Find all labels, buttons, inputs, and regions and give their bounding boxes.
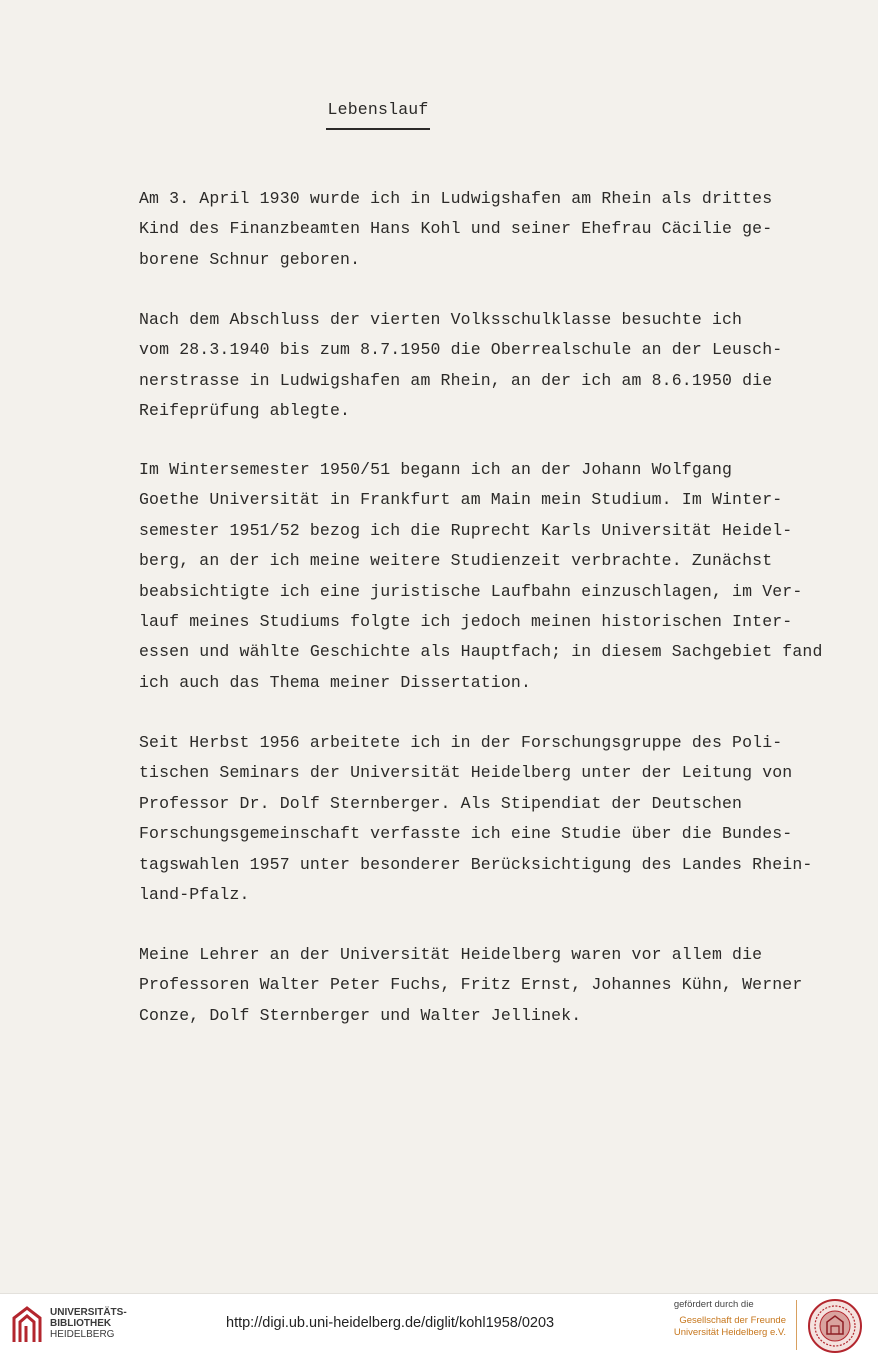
text-line: Kind des Finanzbeamten Hans Kohl und seiner Ehefrau Cäcilie ge-	[139, 219, 773, 239]
text-line: land-Pfalz.	[139, 885, 250, 905]
text-line: nerstrasse in Ludwigshafen am Rhein, an der ich am 8.6.1950 die	[139, 370, 773, 390]
text-line: Seit Herbst 1956 arbeitete ich in der Forschungsgruppe des Poli-	[139, 733, 783, 752]
text-line: Forschungsgemeinschaft verfasste ich eine Studie über die Bundes-	[139, 824, 793, 844]
library-line-2: BIBLIOTHEK	[50, 1318, 112, 1329]
text-line: Am 3. April 1930 wurde ich in Ludwigshafen am Rhein als drittes	[139, 189, 773, 208]
text-line: ich auch das Thema meiner Dissertation.	[139, 672, 532, 692]
permalink-url[interactable]: http://digi.ub.uni-heidelberg.de/diglit/kohl1958/0203	[226, 1315, 555, 1331]
paragraph-3	[139, 455, 839, 698]
text-line: tagswahlen 1957 unter besonderer Berücksichtigung des Landes Rhein-	[139, 854, 813, 874]
library-name[interactable]	[50, 1307, 127, 1340]
text-line: Professoren Walter Peter Fuchs, Fritz Ernst, Johannes Kühn, Werner	[139, 975, 803, 995]
paragraph-4	[139, 728, 839, 910]
library-line-1: UNIVERSITÄTS-	[50, 1307, 127, 1318]
sponsor-by-label: gefördert durch die	[673, 1299, 754, 1310]
document-title: Lebenslauf	[327, 100, 429, 119]
viewer-footer	[0, 1293, 878, 1356]
title-underline	[326, 128, 430, 130]
text-line: Professor Dr. Dolf Sternberger. Als Stipendiat der Deutschen	[139, 793, 743, 813]
text-line: beabsichtigte ich eine juristische Laufbahn einzuschlagen, im Ver-	[139, 581, 803, 601]
text-line: lauf meines Studiums folgte ich jedoch meinen historischen Inter-	[139, 612, 793, 632]
paragraph-1	[139, 184, 839, 275]
paragraph-5	[139, 940, 839, 1031]
sponsor-org-line-1: Gesellschaft der Freunde	[679, 1315, 786, 1326]
text-line: Im Wintersemester 1950/51 begann ich an der Johann Wolfgang	[139, 460, 733, 479]
text-line: berg, an der ich meine weitere Studienzeit verbrachte. Zunächst	[139, 551, 773, 571]
text-line: Goethe Universität in Frankfurt am Main mein Studium. Im Winter-	[139, 490, 783, 510]
text-line: Meine Lehrer an der Universität Heidelberg waren vor allem die	[139, 945, 763, 964]
text-line: semester 1951/52 bezog ich die Ruprecht Karls Universität Heidel-	[139, 520, 793, 540]
text-line: Nach dem Abschluss der vierten Volksschulklasse besuchte ich	[139, 310, 743, 329]
text-line: essen und wählte Geschichte als Hauptfach; in diesem Sachgebiet fand	[139, 642, 823, 662]
text-line: tischen Seminars der Universität Heidelberg unter der Leitung von	[139, 763, 793, 783]
paragraph-2	[139, 305, 839, 427]
sponsor-credit[interactable]	[674, 1299, 786, 1339]
text-line: Reifeprüfung ablegte.	[139, 401, 351, 421]
text-line: vom 28.3.1940 bis zum 8.7.1950 die Oberrealschule an der Leusch-	[139, 340, 783, 360]
text-line: Conze, Dolf Sternberger und Walter Jellinek.	[139, 1005, 582, 1025]
text-line: borene Schnur geboren.	[139, 249, 361, 269]
sponsor-divider	[796, 1300, 797, 1350]
library-line-3: HEIDELBERG	[50, 1329, 115, 1340]
ub-heidelberg-logo-icon[interactable]	[10, 1304, 44, 1346]
university-seal-icon[interactable]	[807, 1298, 863, 1354]
sponsor-org-line-2: Universität Heidelberg e.V.	[673, 1327, 786, 1338]
